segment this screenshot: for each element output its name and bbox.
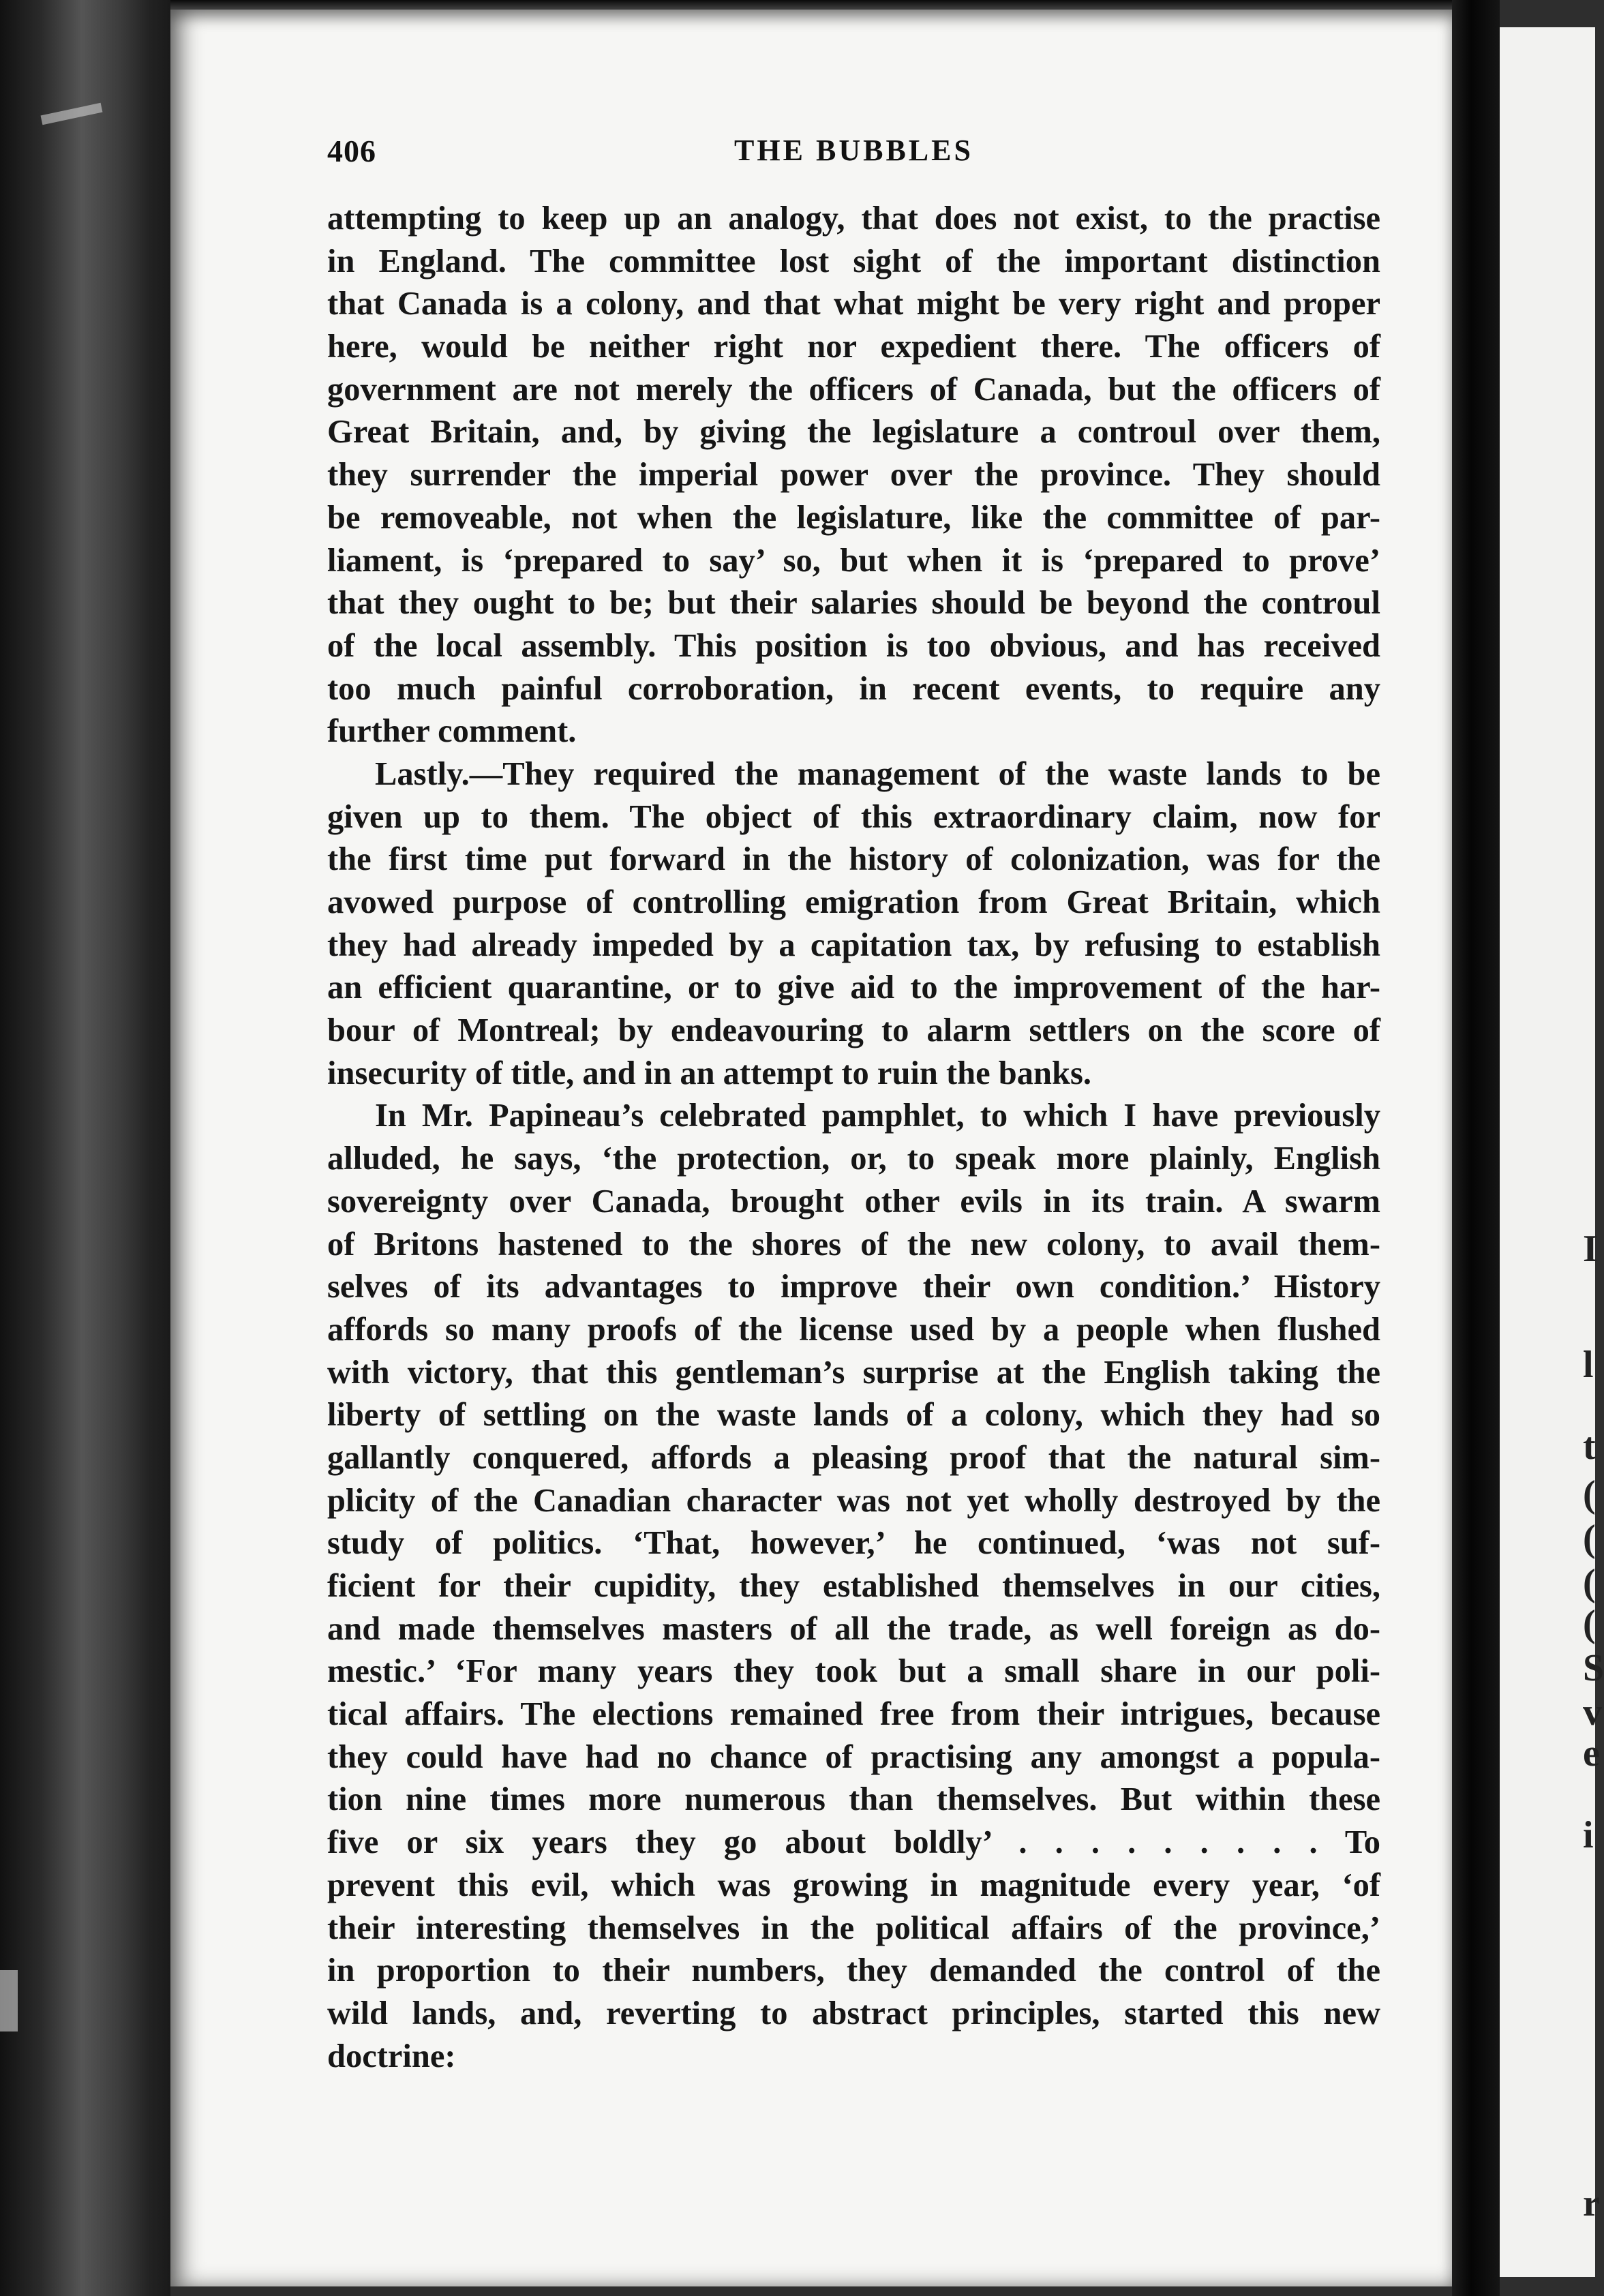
text-line: too much painful corroboration, in recent events, to require any xyxy=(327,670,1380,707)
text-line: they surrender the imperial power over the province. They should xyxy=(327,457,1380,494)
facing-page-letter: I xyxy=(1583,1228,1598,1270)
facing-page-edge xyxy=(1500,27,1595,2277)
text-line: liberty of settling on the waste lands of a colony, which they had so xyxy=(327,1397,1380,1434)
text-line: plicity of the Canadian character was not yet wholly destroyed by the xyxy=(327,1482,1380,1519)
text-line: in proportion to their numbers, they demanded the control of the xyxy=(327,1952,1380,1989)
text-line: alluded, he says, ‘the protection, or, to speak more plainly, English xyxy=(327,1141,1380,1177)
text-line: In Mr. Papineau’s celebrated pamphlet, to which I have previously xyxy=(375,1098,1380,1134)
facing-page-letter: e xyxy=(1583,1732,1600,1774)
text-line: here, would be neither right nor expedient there. The officers of xyxy=(327,329,1380,365)
book-gutter xyxy=(1452,0,1500,2296)
text-line: be removeable, not when the legislature, like the committee of par- xyxy=(327,499,1380,536)
text-line: wild lands, and, reverting to abstract principles, started this new xyxy=(327,1995,1380,2031)
text-line: further comment. xyxy=(327,713,577,750)
text-line: of the local assembly. This position is too obvious, and has received xyxy=(327,627,1380,664)
text-line: five or six years they go about boldly’ . . . . . . . . . To xyxy=(327,1824,1380,1861)
facing-page-letter: ( xyxy=(1583,1473,1596,1515)
page-header xyxy=(327,133,1380,181)
text-line: affords so many proofs of the license used by a people when flushed xyxy=(327,1311,1380,1348)
text-line: the first time put forward in the history of colonization, was for the xyxy=(327,841,1380,878)
text-line: insecurity of title, and in an attempt to ruin the banks. xyxy=(327,1055,1091,1091)
text-line: their interesting themselves in the political affairs of the province,’ xyxy=(327,1909,1380,1946)
text-line: bour of Montreal; by endeavouring to alarm settlers on the score of xyxy=(327,1012,1380,1049)
text-line: avowed purpose of controlling emigration from Great Britain, which xyxy=(327,884,1380,920)
text-line: tion nine times more numerous than themselves. But within these xyxy=(327,1781,1380,1818)
text-line: liament, is ‘prepared to say’ so, but when it is ‘prepared to prove’ xyxy=(327,542,1380,579)
text-line: in England. The committee lost sight of the important distinction xyxy=(327,243,1380,280)
facing-page-letter: ( xyxy=(1583,1603,1596,1645)
text-line: ficient for their cupidity, they established themselves in our cities, xyxy=(327,1568,1380,1604)
text-line: tical affairs. The elections remained free from their intrigues, because xyxy=(327,1696,1380,1733)
scan-artifact xyxy=(0,1970,18,2031)
facing-page-letter: l xyxy=(1583,1344,1594,1386)
facing-page-letter: v xyxy=(1583,1691,1602,1734)
body-text xyxy=(327,198,1380,2078)
facing-page-letter: r xyxy=(1583,2182,1600,2224)
text-line: Lastly.—They required the management of the waste lands to be xyxy=(375,755,1380,792)
text-line: prevent this evil, which was growing in magnitude every year, ‘of xyxy=(327,1867,1380,1903)
text-line: government are not merely the officers of Canada, but the officers of xyxy=(327,371,1380,408)
text-line: that Canada is a colony, and that what might be very right and proper xyxy=(327,286,1380,322)
facing-page-letter: S xyxy=(1583,1647,1604,1689)
text-line: study of politics. ‘That, however,’ he continued, ‘was not suf- xyxy=(327,1525,1380,1562)
scan-border-left xyxy=(0,0,170,2296)
text-line: gallantly conquered, affords a pleasing proof that the natural sim- xyxy=(327,1439,1380,1476)
facing-page-letter: i xyxy=(1583,1814,1594,1856)
text-line: and made themselves masters of all the trade, as well foreign as do- xyxy=(327,1610,1380,1647)
facing-page-letter: ( xyxy=(1583,1562,1596,1604)
text-line: doctrine: xyxy=(327,2038,456,2074)
facing-page-letter: t xyxy=(1583,1425,1596,1468)
text-line: mestic.’ ‘For many years they took but a small share in our poli- xyxy=(327,1653,1380,1690)
text-line: an efficient quarantine, or to give aid to the improvement of the har- xyxy=(327,969,1380,1006)
text-line: with victory, that this gentleman’s surprise at the English taking the xyxy=(327,1354,1380,1391)
text-line: they could have had no chance of practising any amongst a popula- xyxy=(327,1738,1380,1775)
text-line: of Britons hastened to the shores of the new colony, to avail them- xyxy=(327,1226,1380,1263)
text-line: that they ought to be; but their salaries should be beyond the controul xyxy=(327,585,1380,622)
page-number: 406 xyxy=(327,134,376,168)
text-line: given up to them. The object of this extraordinary claim, now for xyxy=(327,798,1380,835)
running-title: THE BUBBLES xyxy=(734,134,973,167)
text-line: selves of its advantages to improve their own condition.’ History xyxy=(327,1269,1380,1305)
facing-page-letter: ( xyxy=(1583,1517,1596,1560)
text-line: sovereignty over Canada, brought other evils in its train. A swarm xyxy=(327,1183,1380,1220)
text-line: they had already impeded by a capitation tax, by refusing to establish xyxy=(327,926,1380,963)
text-line: Great Britain, and, by giving the legislature a controul over them, xyxy=(327,414,1380,451)
text-line: attempting to keep up an analogy, that does not exist, to the practise xyxy=(327,200,1380,237)
